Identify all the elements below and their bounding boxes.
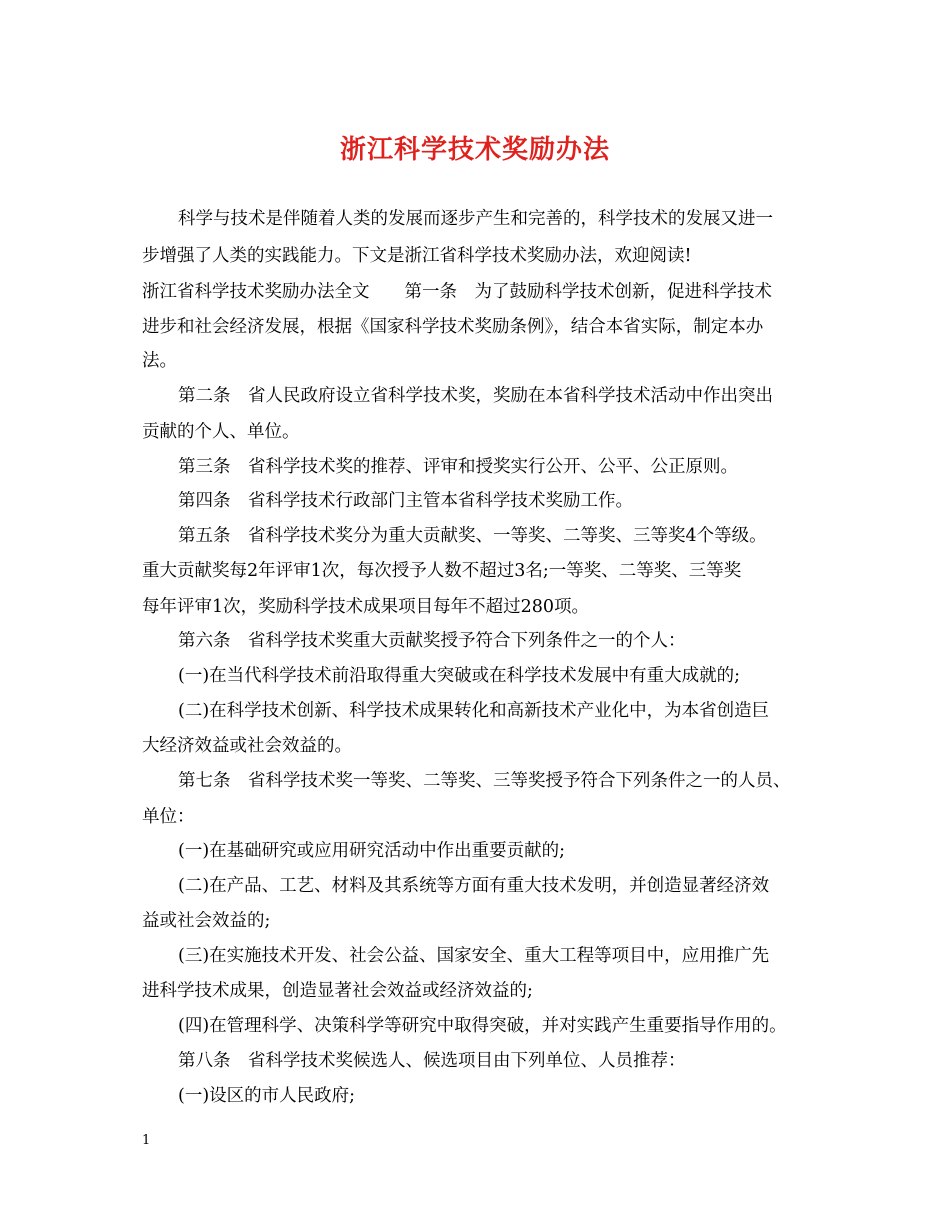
body-line: (二)在产品、工艺、材料及其系统等方面有重大技术发明，并创造显著经济效	[178, 876, 770, 896]
body-line: 第四条 省科学技术行政部门主管本省科学技术奖励工作。	[178, 491, 633, 511]
body-line: (二)在科学技术创新、科学技术成果转化和高新技术产业化中，为本省创造巨	[178, 701, 770, 721]
body-line: 第八条 省科学技术奖候选人、候选项目由下列单位、人员推荐：	[178, 1051, 686, 1071]
body-line: (一)在当代科学技术前沿取得重大突破或在科学技术发展中有重大成就的;	[178, 666, 741, 686]
body-line: (三)在实施技术开发、社会公益、国家安全、重大工程等项目中，应用推广先	[178, 946, 770, 966]
body-line: (四)在管理科学、决策科学等研究中取得突破，并对实践产生重要指导作用的。	[178, 1016, 787, 1036]
body-line: 第三条 省科学技术奖的推荐、评审和授奖实行公开、公平、公正原则。	[178, 457, 738, 477]
body-line: 科学与技术是伴随着人类的发展而逐步产生和完善的，科学技术的发展又进一	[178, 209, 773, 229]
body-line: 贡献的个人、单位。	[142, 422, 300, 442]
body-line: (一)在基础研究或应用研究活动中作出重要贡献的;	[178, 841, 566, 861]
body-line: 第五条 省科学技术奖分为重大贡献奖、一等奖、二等奖、三等奖4个等级。	[178, 526, 767, 546]
body-line: 浙江省科学技术奖励办法全文 第一条 为了鼓励科学技术创新，促进科学技术	[142, 282, 772, 302]
body-line: 第七条 省科学技术奖一等奖、二等奖、三等奖授予符合下列条件之一的人员、	[178, 771, 791, 791]
body-line: 重大贡献奖每2年评审1次，每次授予人数不超过3名;一等奖、二等奖、三等奖	[142, 561, 742, 581]
body-line: (一)设区的市人民政府;	[178, 1086, 356, 1106]
body-line: 益或社会效益的;	[142, 911, 271, 931]
body-line: 步增强了人类的实践能力。下文是浙江省科学技术奖励办法，欢迎阅读!	[142, 246, 692, 266]
page-number: 1	[142, 1133, 151, 1148]
body-line: 法。	[142, 351, 177, 371]
document-title: 浙江科学技术奖励办法	[339, 135, 610, 165]
body-line: 每年评审1次，奖励科学技术成果项目每年不超过280项。	[142, 597, 590, 617]
body-line: 第二条 省人民政府设立省科学技术奖，奖励在本省科学技术活动中作出突出	[178, 386, 773, 406]
body-line: 进步和社会经济发展，根据《国家科学技术奖励条例》，结合本省实际，制定本办	[142, 317, 764, 337]
body-line: 大经济效益或社会效益的。	[142, 736, 352, 756]
body-line: 进科学技术成果，创造显著社会效益或经济效益的;	[142, 981, 533, 1001]
body-line: 单位：	[142, 807, 195, 827]
body-line: 第六条 省科学技术奖重大贡献奖授予符合下列条件之一的个人：	[178, 631, 686, 651]
